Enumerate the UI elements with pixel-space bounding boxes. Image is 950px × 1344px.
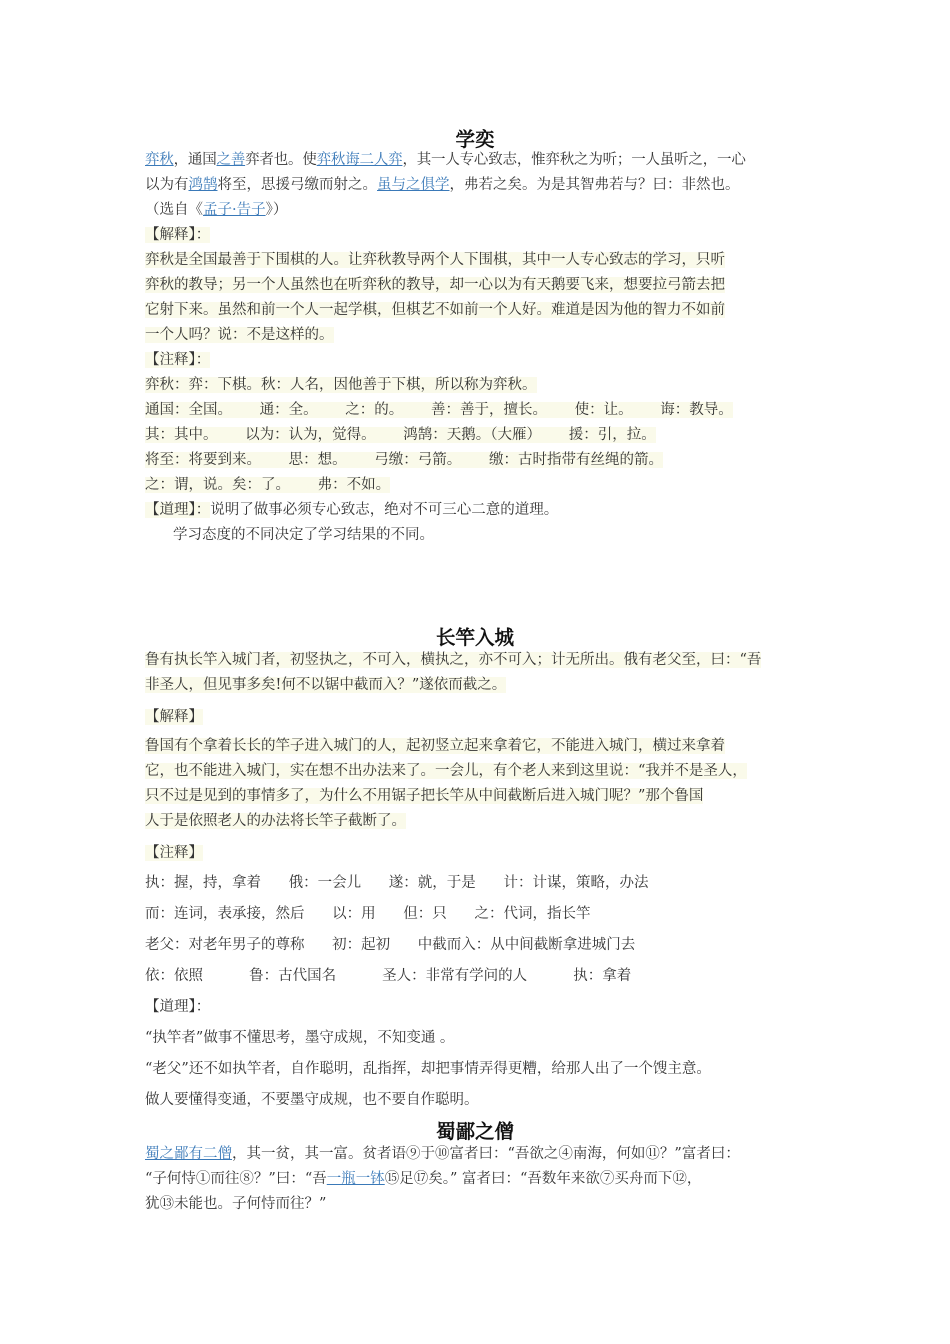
text-run: 》） xyxy=(265,202,288,218)
link-shuzhibi-youerseng[interactable]: 蜀之鄙有二僧 xyxy=(145,1146,232,1162)
explanation-line: 它，也不能进入城门，实在想不出办法来了。一会儿，有个老人来到这里说：“我并不是圣人， xyxy=(145,763,747,779)
explanation-line: 弈秋是全国最善于下围棋的人。让弈秋教导两个人下围棋，其中一人专心致志的学习，只听 xyxy=(145,252,725,268)
moral-label: 【道理】： xyxy=(145,999,211,1015)
notes-label: 【注释】 xyxy=(145,845,203,861)
note-line: 执：握，持，拿着 俄：一会儿 遂：就，于是 计：计谋，策略，办法 xyxy=(145,875,649,891)
note-line: 而：连词，表承接，然后 以：用 但：只 之：代词，指长竿 xyxy=(145,906,591,922)
section-changgan xyxy=(145,648,815,1116)
text-run: ⑮足⑰矣。” 富者曰：“吾数年来欲⑦买舟而下⑫， xyxy=(384,1171,702,1187)
text-run: ，通国 xyxy=(173,152,217,168)
moral-line: 做人要懂得变通，不要墨守成规，也不要自作聪明。 xyxy=(145,1092,479,1108)
link-mengzi-gaozi[interactable]: 孟子·告子 xyxy=(203,202,266,218)
text-run: ，其一人专心致志，惟弈秋之为听；一人虽听之，一心 xyxy=(402,152,746,168)
original-text-line xyxy=(145,173,815,198)
section-shubizhiseng xyxy=(145,1142,815,1217)
link-yipingyibo[interactable]: 一瓶一钵 xyxy=(326,1171,385,1187)
section-xueyi xyxy=(145,148,815,548)
notes-label: 【注释】： xyxy=(145,352,211,368)
link-yiqiu-huierenyi[interactable]: 弈秋诲二人弈 xyxy=(316,152,403,168)
note-line: 其：其中。 以为：认为，觉得。 鸿鹄：天鹅。（大雁） 援：引，拉。 xyxy=(145,427,656,443)
text-run: ，其一贫，其一富。贫者语⑨于⑩富者曰：“吾欲之④南海，何如⑪？”富者曰： xyxy=(232,1146,740,1162)
explanation-line: 人于是依照老人的办法将长竿子截断了。 xyxy=(145,813,406,829)
explanation-label: 【解释】： xyxy=(145,227,211,243)
source-line xyxy=(145,198,815,223)
explanation-label: 【解释】 xyxy=(145,709,203,725)
explanation-line: 只不过是见到的事情多了，为什么不用锯子把长竿从中间截断后进入城门呢？”那个鲁国 xyxy=(145,788,704,804)
note-line: 将至：将要到来。 思：想。 弓缴：弓箭。 缴：古时指带有丝绳的箭。 xyxy=(145,452,663,468)
text-run: 弈者也。使 xyxy=(245,152,317,168)
note-line: 依：依照 鲁：古代国名 圣人：非常有学问的人 执：拿着 xyxy=(145,968,632,984)
note-line: 之：谓，说。矣：了。 弗：不如。 xyxy=(145,477,391,493)
moral-label: 【道理】： xyxy=(145,502,211,518)
original-text-line: 犹⑬未能也。子何恃而往？” xyxy=(145,1196,327,1212)
explanation-line: 鲁国有个拿着长长的竿子进入城门的人，起初竖立起来拿着它，不能进入城门，横过来拿着 xyxy=(145,738,725,754)
moral-line: “执竿者”做事不懂思考，墨守成规，不知变通 。 xyxy=(145,1030,455,1046)
text-run: 以为有 xyxy=(145,177,189,193)
moral-line: “老父”还不如执竿者，自作聪明，乱指挥，却把事情弄得更糟，给那人出了一个馊主意。 xyxy=(145,1061,711,1077)
text-run: ，弗若之矣。为是其智弗若与？曰：非然也。 xyxy=(449,177,740,193)
explanation-line: 它射下来。虽然和前一个人一起学棋，但棋艺不如前一个人好。难道是因为他的智力不如前 xyxy=(145,302,725,318)
text-run: “子何恃①而往⑧？”曰：“吾 xyxy=(145,1171,327,1187)
link-yiqiu[interactable]: 弈秋 xyxy=(145,152,174,168)
note-line: 通国：全国。 通：全。 之：的。 善：善于，擅长。 使：让。 诲：教导。 xyxy=(145,402,733,418)
original-text-line: 非圣人，但见事多矣!何不以锯中截而入？”遂依而截之。 xyxy=(145,677,507,693)
text-run: （选自《 xyxy=(145,202,203,218)
explanation-line: 一个人吗？说：不是这样的。 xyxy=(145,327,334,343)
moral-text-2: 学习态度的不同决定了学习结果的不同。 xyxy=(173,527,434,543)
original-text-line xyxy=(145,1142,815,1167)
note-line: 老父：对老年男子的尊称 初：起初 中截而入：从中间截断拿进城门去 xyxy=(145,937,636,953)
link-zhishan[interactable]: 之善 xyxy=(216,152,246,168)
link-honghu[interactable]: 鸿鹄 xyxy=(188,177,218,193)
note-line: 弈秋：弈：下棋。秋：人名，因他善于下棋，所以称为弈秋。 xyxy=(145,377,537,393)
link-suiyuzhijuxue[interactable]: 虽与之俱学 xyxy=(377,177,450,193)
section-title-xueyi: 学奕 xyxy=(455,128,495,151)
moral-text: 说明了做事必须专心致志，绝对不可三心二意的道理。 xyxy=(210,502,559,518)
text-run: 将至，思援弓缴而射之。 xyxy=(217,177,377,193)
section-title-shubizhiseng: 蜀鄙之僧 xyxy=(435,1120,514,1143)
original-text-line xyxy=(145,1167,815,1192)
moral-line xyxy=(145,498,815,523)
original-text-line xyxy=(145,148,815,173)
explanation-line: 弈秋的教导；另一个人虽然也在听弈秋的教导，却一心以为有天鹅要飞来，想要拉弓箭去把 xyxy=(145,277,725,293)
original-text-line: 鲁有执长竿入城门者，初竖执之，不可入，横执之，亦不可入；计无所出。俄有老父至，曰：“吾 xyxy=(145,652,762,668)
section-title-changgan: 长竿入城 xyxy=(435,626,514,649)
